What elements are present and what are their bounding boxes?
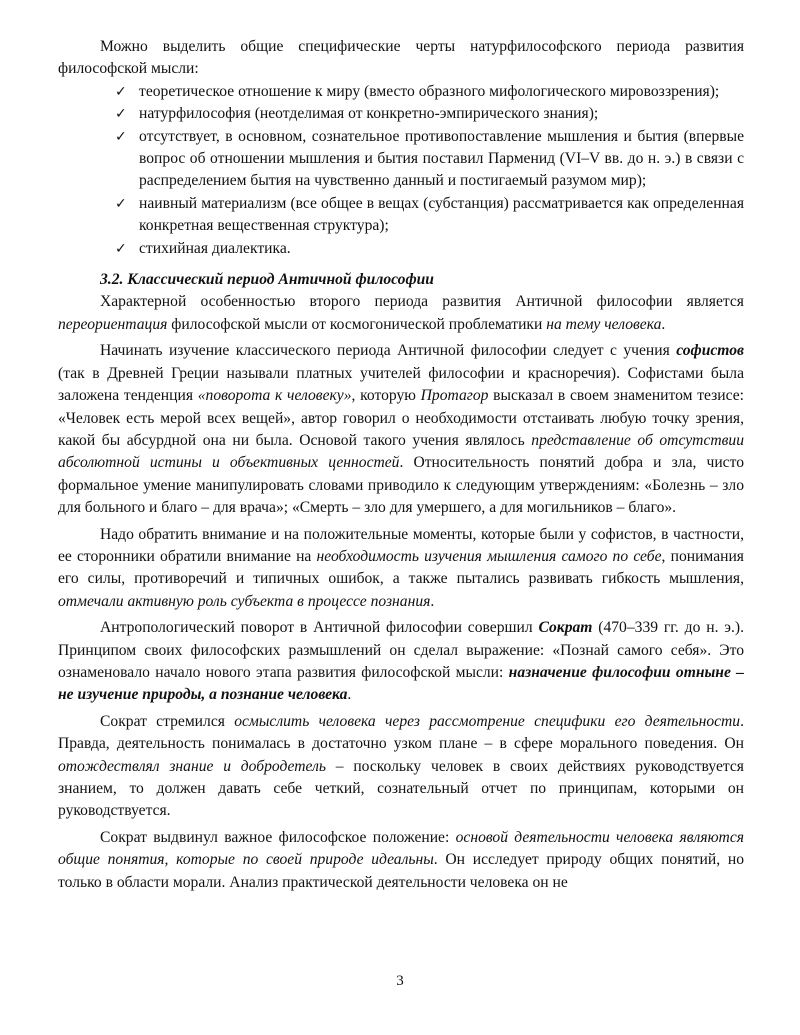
list-item: ✓ натурфилософия (неотделимая от конкретно-эмпирического знания);: [139, 103, 744, 125]
checkmark-icon: ✓: [115, 195, 127, 212]
list-item: ✓ отсутствует, в основном, сознательное противопоставление мышления и бытия (впервые вопрос об отношении мышления и бытия поставил Парменид (VI–V вв. до н. э.) в связи с распределением бытия на чувственно данный и постигаемый разумом мир);: [115, 127, 744, 190]
page-number: 3: [396, 973, 404, 989]
checkmark-icon: ✓: [115, 106, 127, 123]
page-content: [58, 36, 744, 894]
checkmark-icon: ✓: [115, 240, 127, 257]
paragraph-socrates-activity: Сократ стремился осмыслить человека через рассмотрение специфики его деятельности. Правда, деятельность понималась в достаточно узком плане – в сфере морального поведения. Он отождествлял знание и добродетель – поскольку человек в своих действиях руководствуется знанием, то должен давать себе четкий, сознательный отчет по принципам, которыми он руководствуется.: [58, 712, 744, 820]
section-heading: 3.2. Классический период Античной философии: [100, 271, 434, 289]
features-list: [58, 81, 744, 260]
paragraph-socrates-turn: Антропологический поворот в Античной философии совершил Сократ (470–339 гг. до н. э.). Принципом своих философских размышлений он сделал выражение: «Познай самого себя». Это ознаменовало начало нового этапа развития философской мысли: назначение философии отныне – не изучение природы, а познание человека.: [58, 619, 744, 704]
paragraph-reorientation: Характерной особенностью второго периода развития Античной философии является переориентация философской мысли от космогонической проблематики на тему человека.: [58, 293, 744, 333]
list-item: ✓ стихийная диалектика.: [139, 238, 744, 260]
list-item: ✓ наивный материализм (все общее в вещах (субстанция) рассматривается как определенная конкретная вещественная структура);: [115, 194, 744, 235]
paragraph-general-concepts: Сократ выдвинул важное философское положение: основой деятельности человека являются общие понятия, которые по своей природе идеальны. Он исследует природу общих понятий, но только в области морали. Анализ практической деятельности человека он не: [58, 828, 744, 891]
intro-paragraph: Можно выделить общие специфические черты натурфилософского периода развития философской мысли:: [58, 38, 744, 78]
paragraph-sophists: Начинать изучение классического периода Античной философии следует с учения софистов (так в Древней Греции называли платных учителей философии и красноречия). Софистами была заложена тенденция «поворота к человеку», которую Протагор высказал в своем знаменитом тезисе: «Человек есть мерой всех вещей», автор говорил о необходимости отстаивать любую точку зрения, какой бы абсурдной она ни была. Основой такого учения являлось представление об отсутствии абсолютной истины и объективных ценностей. Относительность понятий добра и зла, чисто формальное умение манипулировать словами приводило к следующим утверждениям: «Болезнь – зло для больного и благо – для врача»; «Смерть – зло для умершего, а для могильников – благо».: [58, 342, 745, 517]
checkmark-icon: ✓: [115, 83, 127, 100]
list-item: ✓ теоретическое отношение к миру (вместо образного мифологического мировоззрения);: [139, 81, 744, 103]
checkmark-icon: ✓: [115, 128, 127, 145]
paragraph-positive-moments: Надо обратить внимание и на положительные моменты, которые были у софистов, в частности, ее сторонники обратили внимание на необходимость изучения мышления самого по себе, понимания его силы, противоречий и типичных ошибок, а также пытались развивать гибкость мышления, отмечали активную роль субъекта в процессе познания.: [58, 525, 744, 610]
